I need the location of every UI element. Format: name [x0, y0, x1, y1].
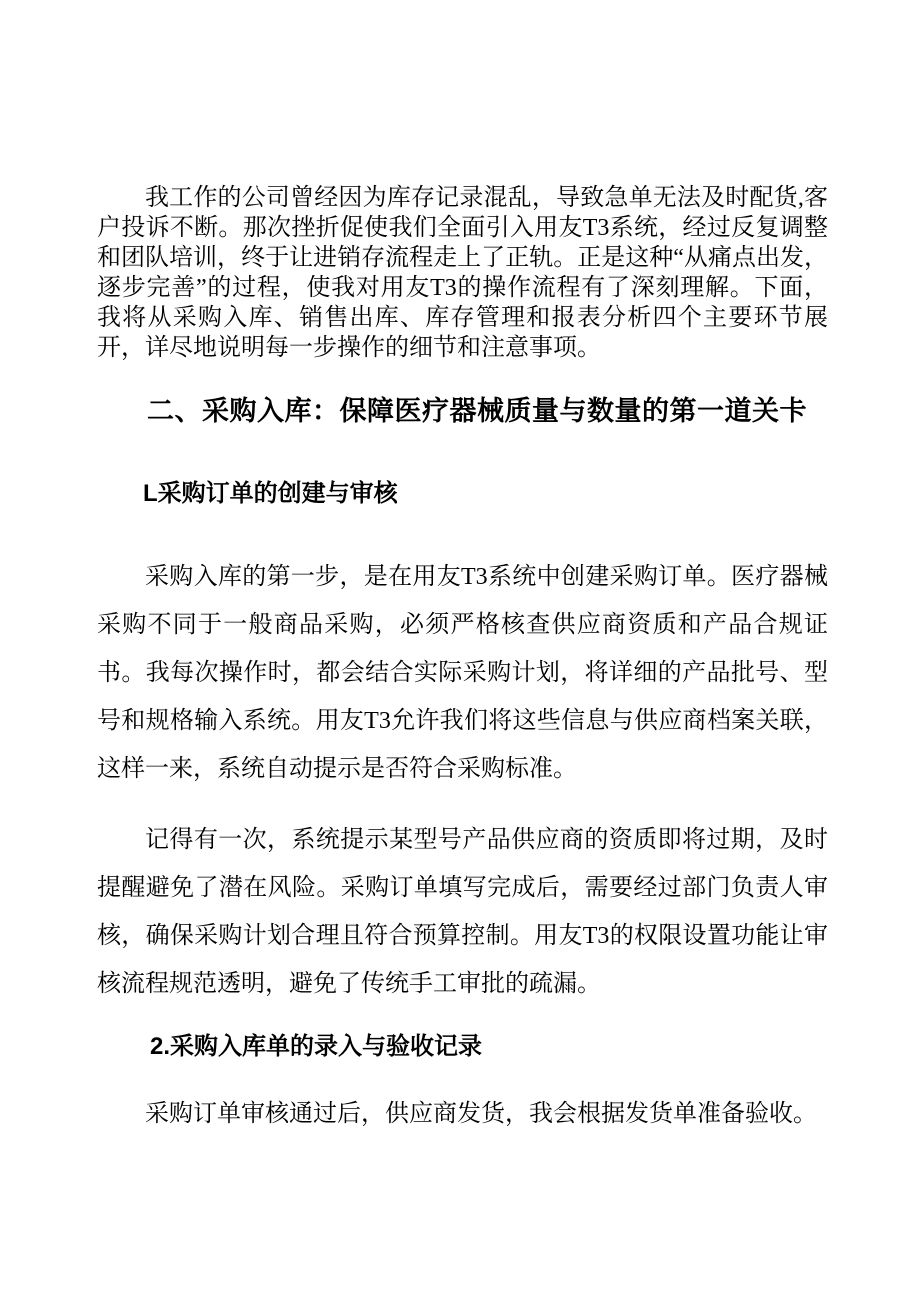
- paragraph-audit-example: 记得有一次，系统提示某型号产品供应商的资质即将过期，及时提醒避免了潜在风险。采购订单填写完成后，需要经过部门负责人审核，确保采购计划合理且符合预算控制。用友T3的权限设置功能让审核流程规范透明，避免了传统手工审批的疏漏。: [97, 827, 828, 997]
- paragraph-purchase-order-steps: 采购入库的第一步，是在用友T3系统中创建采购订单。医疗器械采购不同于一般商品采购，必须严格核查供应商资质和产品合规证书。我每次操作时，都会结合实际采购计划，将详细的产品批号、型号和规格输入系统。用友T3允许我们将这些信息与供应商档案关联，这样一来，系统自动提示是否符合采购标准。: [97, 564, 828, 782]
- subheading-purchase-order-creation: L采购订单的创建与审核: [143, 480, 398, 507]
- subheading-receipt-entry: 2.采购入库单的录入与验收记录: [150, 1033, 483, 1060]
- intro-paragraph: 我工作的公司曾经因为库存记录混乱，导致急单无法及时配货,客户投诉不断。那次挫折促使我们全面引入用友T3系统，经过反复调整和团队培训，终于让进销存流程走上了正轨。正是这种“从痛点出发，逐步完善”的过程，使我对用友T3的操作流程有了深刻理解。下面，我将从采购入库、销售出库、库存管理和报表分析四个主要环节展开，详尽地说明每一步操作的细节和注意事项。: [97, 185, 828, 361]
- paragraph-receipt-intro: 采购订单审核通过后，供应商发货，我会根据发货单准备验收。: [145, 1101, 817, 1127]
- section-heading: 二、采购入库：保障医疗器械质量与数量的第一道关卡: [147, 396, 807, 426]
